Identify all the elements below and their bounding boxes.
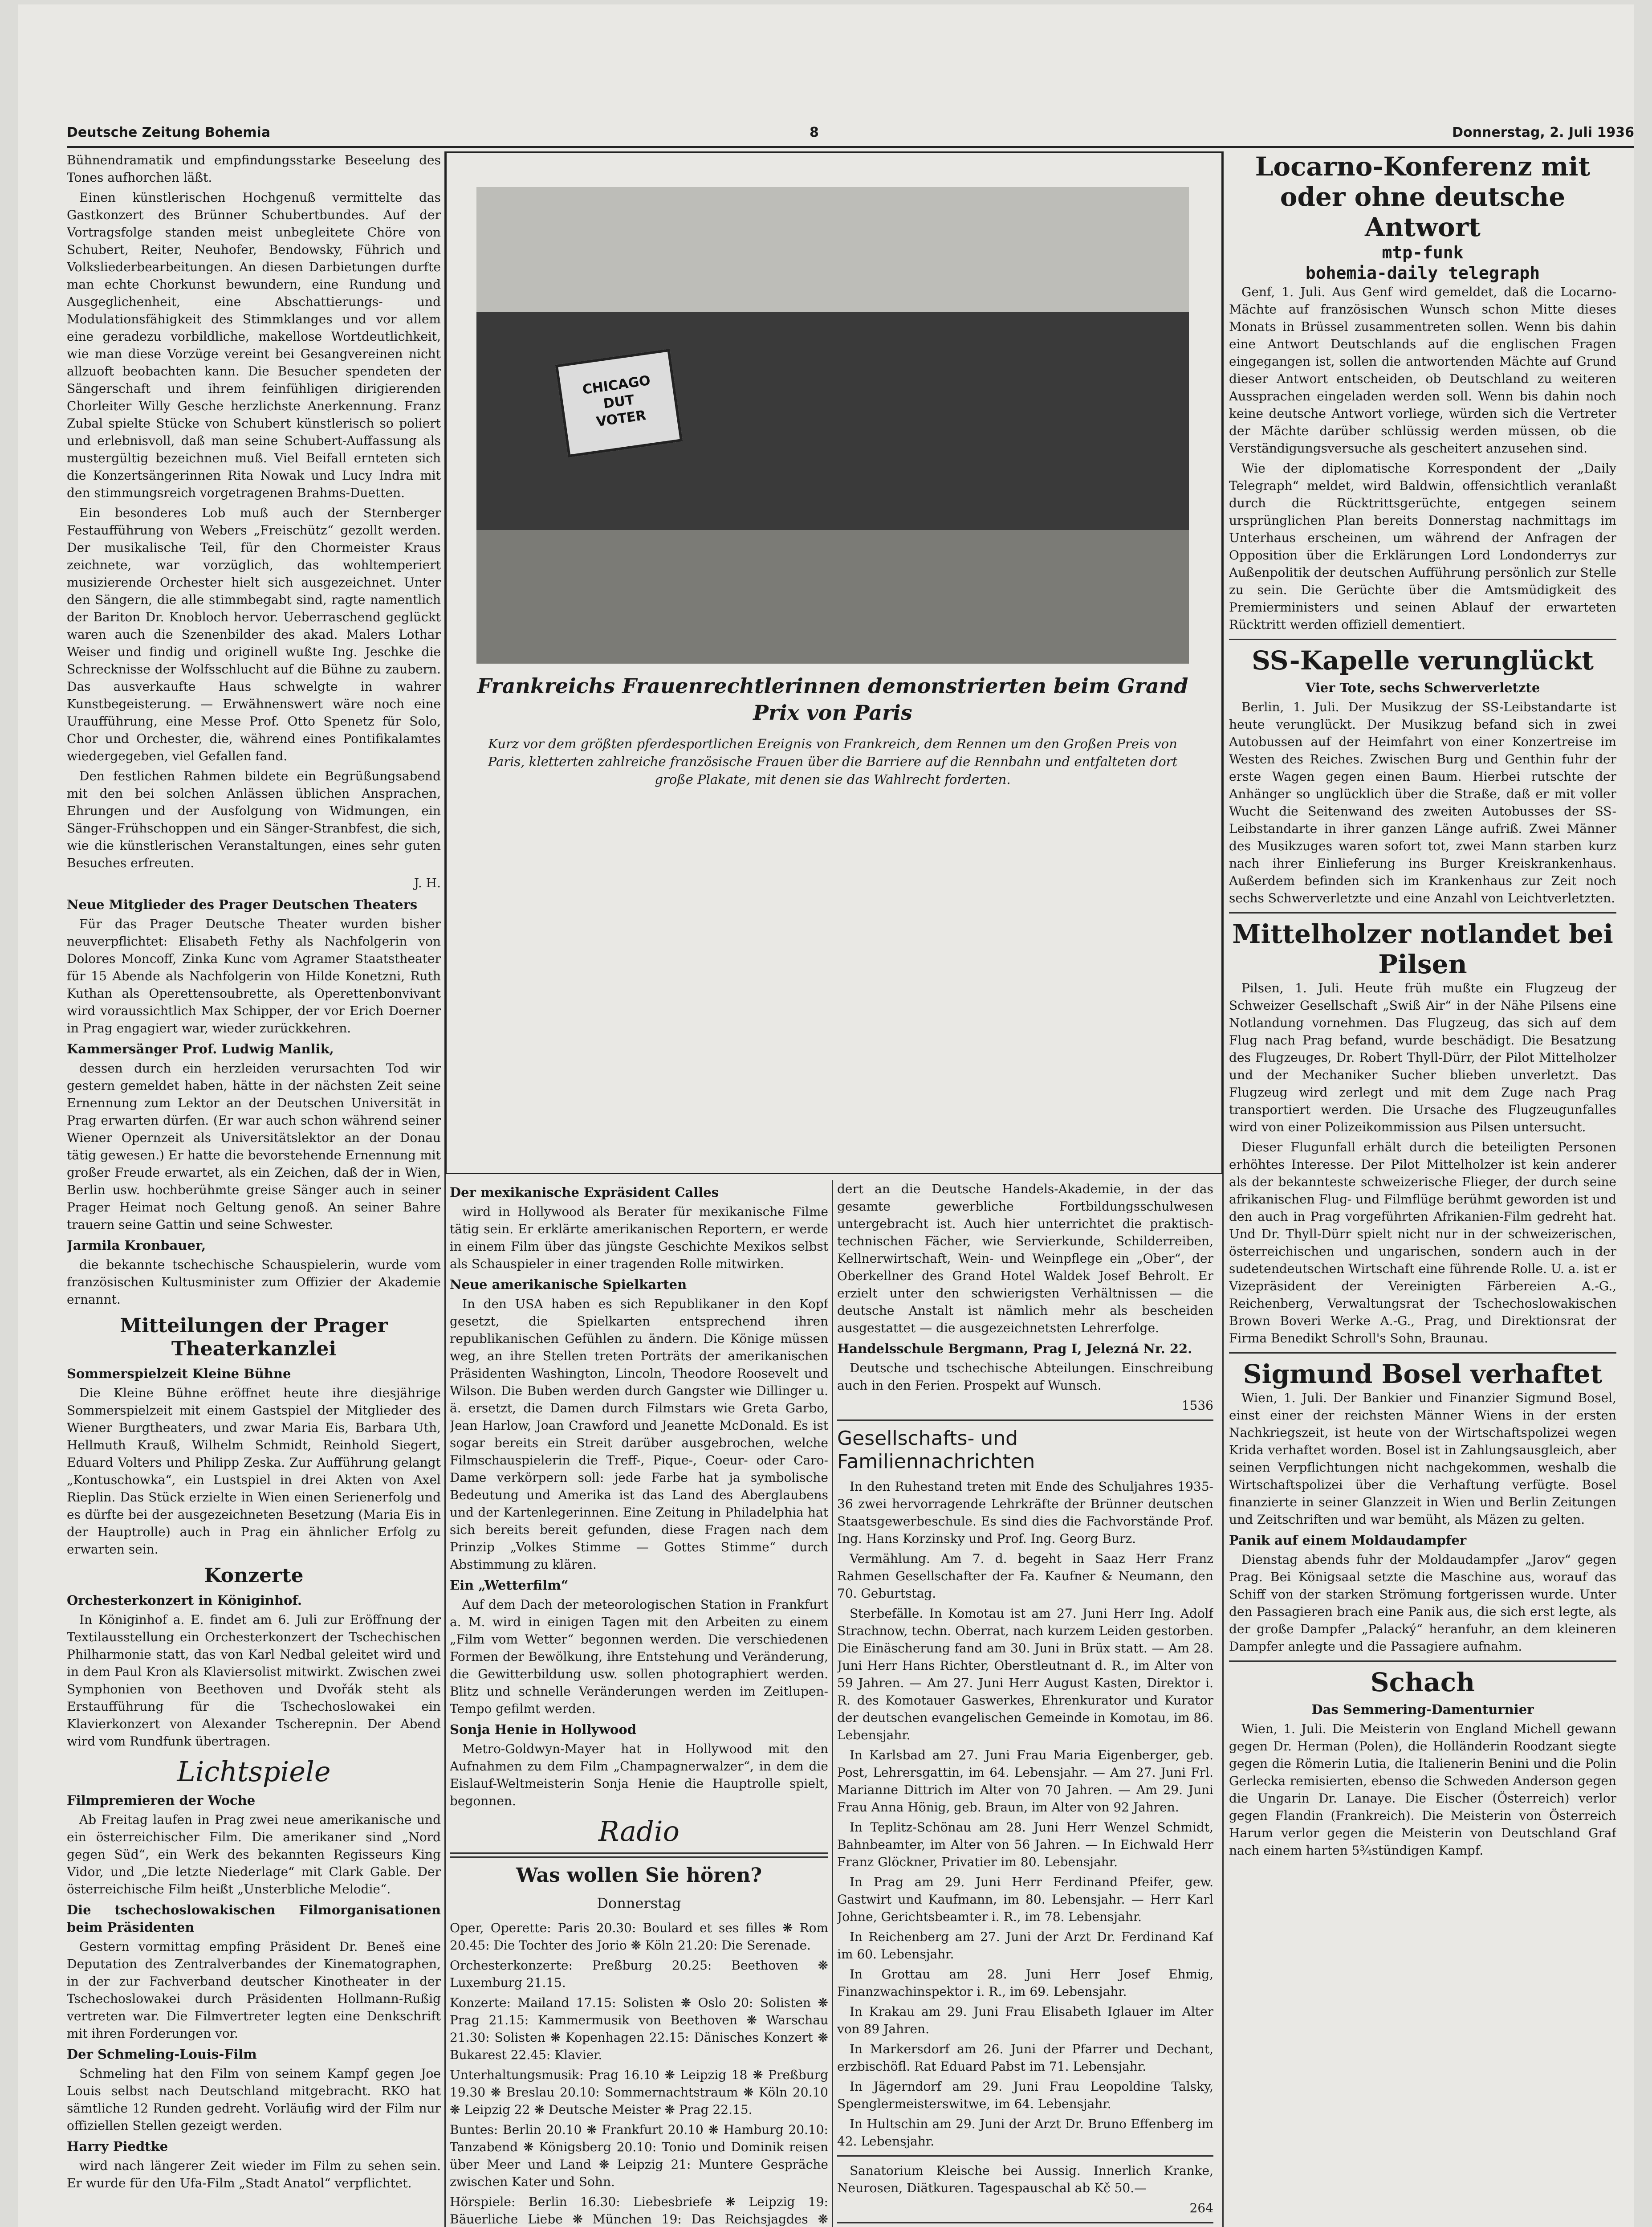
- article-text: dert an die Deutsche Handels-Akademie, in der das gesamte gewerbliche Fortbildungsschulwesen untergebracht ist. Auch hier unterrichtet die praktisch-technischen Fächer, wie Servierkunde, Schilderreiben, Kellnerwirtschaft, Wein- und Weinpflege ein „Ober“, der Oberkellner des Grand Hotel Waldek Josef Behrolt. Er erzielt unter den schwierigsten Verhältnissen — die deutsche Anstalt ist nämlich mehr als bescheiden ausgestattet — die ausgezeichnetsten Lehrerfolge.: [837, 1182, 1213, 1335]
- section-heading: Radio: [598, 1815, 680, 1848]
- section-heading: Konzerte: [204, 1564, 304, 1587]
- author-signature: J. H.: [414, 876, 441, 890]
- article-heading: Orchesterkonzert in Königinhof.: [67, 1593, 302, 1608]
- radio-listing: Orchesterkonzerte: Preßburg 20.25: Beethoven ❋ Luxemburg 21.15.: [450, 1958, 828, 1990]
- column-4: [1229, 151, 1616, 2227]
- article-text: In Grottau am 28. Juni Herr Josef Ehmig, Finanzwachinspektor i. R., im 69. Lebensjahr.: [837, 1967, 1213, 1999]
- article-text: Wien, 1. Juli. Die Meisterin von England Michell gewann gegen Dr. Herman (Polen), die Holländerin Roodzant siegte gegen die Römerin Lutia, die Italienerin Benini und die Polin Gerlecka remisierten, ebenso die Schweden Anderson gegen die Ungarin Dr. Lanaye. Die Eischer (Österreich) verlor gegen Flandin (Frankreich). Die Meisterin von Österreich Harum verlor gegen die Meisterin von Deutschland Graf nach einem harten 5¾stündigen Kampf.: [1229, 1721, 1616, 1858]
- article-text: Für das Prager Deutsche Theater wurden bisher neuverpflichtet: Elisabeth Fethy als Nachfolgerin von Dolores Moncoff, Zinka Kunc vom Agramer Staatstheater für 15 Abende als Nachfolgerin von Hilde Konetzni, Ruth Kuthan als Operettensoubrette, als Operettenbonvivant wird voraussichtlich Max Schipper, der vor Erich Doerner in Prag engagiert war, wieder zurückkehren.: [67, 917, 441, 1036]
- article-heading: Die tschechoslowakischen Filmorganisationen beim Präsidenten: [67, 1902, 441, 1935]
- headline: Sigmund Bosel verhaftet: [1243, 1359, 1603, 1389]
- article-text: Ab Freitag laufen in Prag zwei neue amerikanische und ein österreichischer Film. Die amerikaner sind „Nord gegen Süd“, ein Werk des bekannten Regisseurs King Vidor, und „Die letzte Niederlage“ mit Clark Gable. Der österreichische Film heißt „Unsterbliche Melodie“.: [67, 1812, 441, 1897]
- column-rule: [832, 1180, 833, 2227]
- article-text: In den Ruhestand treten mit Ende des Schuljahres 1935-36 zwei hervorragende Lehrkräfte der Brünner deutschen Staatsgewerbeschule. Es sind dies die Fachvorstände Prof. Ing. Hans Korzinsky und Prof. Ing. Georg Burz.: [837, 1479, 1213, 1546]
- ad-reference: 264: [1189, 2201, 1213, 2215]
- headline: Mittelholzer notlandet bei Pilsen: [1232, 919, 1613, 979]
- column-1: [67, 151, 441, 2227]
- article-text: Berlin, 1. Juli. Der Musikzug der SS-Leibstandarte ist heute verunglückt. Der Musikzug befand sich in zwei Autobussen auf der Heimfahrt von einer Konzertreise im Westen des Reiches. Zwischen Burg und Genthin fuhr der erste Wagen gegen einen Baum. Hierbei rutschte der Anhänger so unglücklich über die Straße, daß er mit voller Wucht die Seitenwand des zweiten Autobusses der SS-Leibstandarte in ihrer ganzen Länge aufriß. Zwei Männer des Musikzuges waren sofort tot, zwei Mann starben kurz nach ihrer Einlieferung ins Burger Kreiskrankenhaus. Außerdem befinden sich im Krankenhaus zur Zeit noch sechs Schwerverletzte und eine Anzahl von Leichtverletzten.: [1229, 700, 1616, 905]
- article-text: Vermählung. Am 7. d. begeht in Saaz Herr Franz Rahmen Gesellschafter der Fa. Kaufner & Neumann, den 70. Geburtstag.: [837, 1551, 1213, 1601]
- section-heading: Gesellschafts- und Familiennachrichten: [837, 1427, 1035, 1473]
- article-text: Pilsen, 1. Juli. Heute früh mußte ein Flugzeug der Schweizer Gesellschaft „Swiß Air“ in der Nähe Pilsens eine Notlandung vornehmen. Das Flugzeug, das sich auf dem Flug nach Prag befand, wurde beschädigt. Die Besatzung des Flugzeuges, Dr. Robert Thyll-Dürr, der Pilot Mittelholzer und der Mechaniker Sucher blieben unverletzt. Das Flugzeug wird zerlegt und mit dem Zuge nach Prag transportiert werden. Die Ursache des Flugzeugunfalles wird von einer Polizeikommission aus Pilsen untersucht.: [1229, 981, 1616, 1134]
- article-text: In Karlsbad am 27. Juni Frau Maria Eigenberger, geb. Post, Lehrersgattin, im 64. Lebensjahr. — Am 27. Juni Frl. Marianne Dittrich im Alter von 70 Jahren. — Am 29. Juni Frau Anna Hönig, geb. Braun, im Alter von 92 Jahren.: [837, 1748, 1213, 1815]
- page-number: 8: [810, 125, 819, 140]
- article-text: In Markersdorf am 26. Juni der Pfarrer und Dechant, erzbischöfl. Rat Eduard Pabst im 71. Lebensjahr.: [837, 2042, 1213, 2074]
- article-heading: Ein „Wetterfilm“: [450, 1578, 569, 1593]
- photo-caption-text: Kurz vor dem größten pferdesportlichen Ereignis von Frankreich, dem Rennen um den Großen Preis von Paris, kletterten zahlreiche französische Frauen über die Barriere auf die Rennbahn und entfalteten dort große Plakate, mit denen sie das Wahlrecht forderten.: [488, 736, 1178, 787]
- day-label: Donnerstag: [597, 1895, 681, 1912]
- article-heading: Sonja Henie in Hollywood: [450, 1722, 636, 1737]
- article-text: In Hultschin am 29. Juni der Arzt Dr. Bruno Effenberg im 42. Lebensjahr.: [837, 2117, 1213, 2149]
- masthead-left: Deutsche Zeitung Bohemia: [67, 125, 271, 140]
- section-heading: Was wollen Sie hören?: [516, 1864, 762, 1887]
- section-heading: Lichtspiele: [177, 1755, 331, 1788]
- radio-listing: Unterhaltungsmusik: Prag 16.10 ❋ Leipzig 18 ❋ Preßburg 19.30 ❋ Breslau 20.10: Sommernachtstraum ❋ Köln 20.10 ❋ Leipzig 22 ❋ Deutsche Meister ❋ Prag 22.15.: [450, 2068, 828, 2117]
- article-text: Sterbefälle. In Komotau ist am 27. Juni Herr Ing. Adolf Strachnow, techn. Oberrat, nach kurzem Leiden gestorben. Die Einäscherung fand am 30. Juni in Brüx statt. — Am 28. Juni Herr Hans Richter, Oberstleutnant d. R., im Alter von 59 Jahren. — Am 27. Juni Herr August Kasten, Direktor i. R. des Komotauer Gaswerkes, Ehrenkurator und Kurator der deutschen evangelischen Gemeinde in Komotau, im 86. Lebensjahr.: [837, 1606, 1213, 1742]
- article-text: wird in Hollywood als Berater für mexikanische Filme tätig sein. Er erklärte amerikanischen Reportern, er werde in einem Film über das jüngste Geschichte Mexikos selbst als Schauspieler in einer tragenden Rolle mitwirken.: [450, 1204, 828, 1271]
- article-text: Genf, 1. Juli. Aus Genf wird gemeldet, daß die Locarno-Mächte auf französischen Wunsch schon Mitte dieses Monats in Brüssel zusammentreten sollen. Wenn bis dahin eine Antwort Deutschlands auf die englischen Fragen eingegangen ist, sollen die antwortenden Mächte auf Grund dieser Antwort entscheiden, ob Deutschland zu weiteren Aussprachen eingeladen werden soll. Wenn bis dahin noch keine deutsche Antwort vorliege, würden sich die Vertreter der Mächte darüber schlüssig werden müssen, ob die Verständigungsversuche als gescheitert anzusehen sind.: [1229, 285, 1616, 456]
- subheadline: Das Semmering-Damenturnier: [1311, 1702, 1534, 1717]
- article-text: Ein besonderes Lob muß auch der Sternberger Festaufführung von Webers „Freischütz“ gezollt werden. Der musikalische Teil, für den Chormeister Kraus zeichnete, war vorzüglich, das wohltemperiert musizierende Orchester hielt sich ausgezeichnet. Unter den Sängern, die alle stimmbegabt sind, ragte namentlich der Bariton Dr. Knobloch hervor. Ueberraschend geglückt waren auch die Szenenbilder des akad. Malers Lothar Weiser und findig und originell wußte Ing. Jeschke die Schrecknisse der Wolfsschlucht auf die Bühne zu zaubern. Das ausverkaufte Haus schwelgte in wahrer Kunstbegeisterung. — Erwähnenswert wäre noch eine Uraufführung, eine Messe Prof. Otto Spenetz für Solo, Chor und Orchester, die, während eines Pontifikalamtes wiedergegeben, viel Gefallen fand.: [67, 506, 441, 763]
- article-text: Bühnendramatik und empfindungsstarke Beseelung des Tones aufhorchen läßt.: [67, 153, 441, 185]
- column-3: [837, 1180, 1213, 2227]
- advertisement-text: Deutsche und tschechische Abteilungen. Einschreibung auch in den Ferien. Prospekt auf Wunsch.: [837, 1361, 1213, 1393]
- article-heading: Panik auf einem Moldaudampfer: [1229, 1533, 1467, 1548]
- article-text: die bekannte tschechische Schauspielerin, wurde vom französischen Kultusminister zum Offizier der Akademie ernannt.: [67, 1257, 441, 1307]
- article-heading: Harry Piedtke: [67, 2139, 168, 2154]
- header-rule: [67, 146, 1634, 148]
- news-agency-line: mtp-funk bohemia-daily telegraph: [1305, 243, 1540, 283]
- article-text: In Prag am 29. Juni Herr Ferdinand Pfeifer, gew. Gastwirt und Kaufmann, im 80. Lebensjahr. — Herr Karl Johne, Gerichtsbeamter i. R., im 78. Lebensjahr.: [837, 1875, 1213, 1924]
- radio-listing: Buntes: Berlin 20.10 ❋ Frankfurt 20.10 ❋ Hamburg 20.10: Tanzabend ❋ Königsberg 20.10: Tonio und Dominik reisen über Meer und Land ❋ Leipzig 21: Muntere Gespräche zwischen Kater und Sohn.: [450, 2122, 828, 2189]
- article-heading: Jarmila Kronbauer,: [67, 1238, 206, 1253]
- issue-date: Donnerstag, 2. Juli 1936: [1452, 125, 1634, 140]
- article-text: Einen künstlerischen Hochgenuß vermittelte das Gastkonzert des Brünner Schubertbundes. Auf der Vortragsfolge standen meist unbegleitete Chöre von Schubert, Reiter, Neuhofer, Bendowsky, Führich und Volksliederbearbeitungen. An diesen Darbietungen durfte man echte Chorkunst bewundern, eine Rundung und Ausgeglichenheit, eine Abschattierungs- und Modulationsfähigkeit des Stimmklanges und vor allem eine geradezu vorbildliche, makellose Wortdeutlichkeit, wie man diese Vorzüge vereint bei Gesangvereinen nicht allzuoft beobachten kann. Die Besucher spendeten der Sängerschaft und ihrem feinfühligen dirigierenden Chorleiter Willy Gesche herzlichste Anerkennung. Franz Zubal spielte Stücke von Schubert künstlerisch so poliert und erlebnisvoll, daß man seine Schubert-Auffassung als mustergültig bezeichnen muß. Viel Beifall ernteten sich die Konzertsängerinnen Rita Nowak und Lucy Indra mit den stimmungsreich vorgetragenen Brahms-Duetten.: [67, 190, 441, 500]
- article-text: In Teplitz-Schönau am 28. Juni Herr Wenzel Schmidt, Bahnbeamter, im Alter von 56 Jahren. — In Eichwald Herr Franz Glöckner, Privatier im 80. Lebensjahr.: [837, 1820, 1213, 1869]
- subheadline: Vier Tote, sechs Schwerverletzte: [1305, 680, 1540, 695]
- headline: Schach: [1370, 1667, 1475, 1697]
- article-text: Gestern vormittag empfing Präsident Dr. Beneš eine Deputation des Zentralverbandes der Kinematographen, in der zur Fachverband deutscher Kinotheater in der Tschechoslowakei durch Präsidenten Hollmann-Rußig vertreten war. Die Filmvertreter legten eine Denkschrift mit ihren Forderungen vor.: [67, 1939, 441, 2041]
- article-text: wird nach längerer Zeit wieder im Film zu sehen sein. Er wurde für den Ufa-Film „Stadt Anatol“ verpflichtet.: [67, 2158, 441, 2190]
- article-text: Schmeling hat den Film von seinem Kampf gegen Joe Louis selbst nach Deutschland mitgebracht. RKO hat sämtliche 12 Runden gedreht. Vorläufig wird der Film nur offiziellen Stellen gezeigt werden.: [67, 2066, 441, 2133]
- article-heading: Der mexikanische Expräsident Calles: [450, 1185, 719, 1200]
- article-text: In Jägerndorf am 29. Juni Frau Leopoldine Talsky, Spenglermeisterswitwe, im 64. Lebensjahr.: [837, 2079, 1213, 2111]
- article-text: Die Kleine Bühne eröffnet heute ihre diesjährige Sommerspielzeit mit einem Gastspiel der Mitglieder des Wiener Burgtheaters, und zwar Maria Eis, Barbara Uth, Hellmuth Krauß, Wilhelm Schmidt, Reinhold Siegert, Eduard Volters und Philipp Zeska. Zur Aufführung gelangt „Kontuschowka“, ein Lustspiel in drei Akten von Axel Rieplin. Das Stück erzielte in Wien einen Serienerfolg und es dürfte bei der ausgezeichneten Besetzung (Maria Eis in der Hauptrolle) auch in Prag ein ähnlicher Erfolg zu erwarten sein.: [67, 1386, 441, 1557]
- advertisement-text: Sanatorium Kleische bei Aussig. Innerlich Kranke, Neurosen, Diätkuren. Tagespauschal ab Kč 50.—: [837, 2163, 1213, 2195]
- headline: SS-Kapelle verunglückt: [1252, 645, 1594, 676]
- article-heading: Neue amerikanische Spielkarten: [450, 1277, 687, 1292]
- article-text: In Reichenberg am 27. Juni der Arzt Dr. Ferdinand Kaf im 60. Lebensjahr.: [837, 1929, 1213, 1962]
- article-text: Dieser Flugunfall erhält durch die beteiligten Personen erhöhtes Interesse. Der Pilot Mittelholzer ist kein anderer als der bekannteste schweizerische Flieger, der durch seine afrikanischen Flug- und Filmflüge berühmt geworden ist und den auch in Prag vorgeführten Afrikanien-Film gedreht hat. Und Dr. Thyll-Dürr spielt nicht nur in der schweizerischen, österreichischen und ungarischen, sondern auch in der sudetendeutschen Wirtschaft eine führende Rolle. U. a. ist er Vizepräsident der Vereinigten Färbereien A.-G., Reichenberg, Verwaltungsrat der Tschechoslowakischen Brown Boveri Werke A.-G., Prag, und Direktionsrat der Firma Benedikt Schroll's Sohn, Braunau.: [1229, 1140, 1616, 1346]
- ad-reference: 1536: [1181, 1398, 1213, 1413]
- photo-caption-title: Frankreichs Frauenrechtlerinnen demonstrierten beim Grand Prix von Paris: [477, 674, 1188, 725]
- article-text: Dienstag abends fuhr der Moldaudampfer „Jarov“ gegen Prag. Bei Königsaal setzte die Maschine aus, worauf das Schiff von der starken Strömung fortgerissen wurde. Unter den Passagieren brach eine Panik aus, die sich erst legte, als der große Dampfer „Palacký“ heranfuhr, an dem kleineren Dampfer anlegte und die Passagiere aufnahm.: [1229, 1552, 1616, 1654]
- article-text: Auf dem Dach der meteorologischen Station in Frankfurt a. M. wird in einigen Tagen mit den Arbeiten zu einem „Film vom Wetter“ begonnen werden. Die verschiedenen Formen der Bewölkung, ihre Entstehung und Veränderung, die Gewitterbildung usw. sollen photographiert werden. Blitz und schnelle Veränderungen werden im Zeitlupen-Tempo gefilmt werden.: [450, 1597, 828, 1716]
- article-text: Den festlichen Rahmen bildete ein Begrüßungsabend mit den bei solchen Anlässen üblichen Ansprachen, Ehrungen und der Ausfolgung von Widmungen, ein Sänger-Frühschoppen und ein Sänger-Stranbfest, die sich, wie die künstlerischen Veranstaltungen, eines sehr guten Besuches erfreuten.: [67, 769, 441, 870]
- article-text: Wie der diplomatische Korrespondent der „Daily Telegraph“ meldet, wird Baldwin, offensichtlich veranlaßt durch die Rücktrittsgerüchte, entgegen seinem ursprünglichen Plan bereits Donnerstag nachmittags im Unterhaus erscheinen, um während der Anfragen der Opposition über die Erklärungen Lord Londonderrys zur Außenpolitik der deutschen Aufführung persönlich zur Stelle zu sein. Die Gerüchte über die Amtsmüdigkeit des Premierministers und seinen Ablauf der erwarteten Rücktritt werden offiziell dementiert.: [1229, 461, 1616, 632]
- demonstration-photo: [476, 187, 1189, 664]
- article-text: dessen durch ein herzleiden verursachten Tod wir gestern gemeldet haben, hätte in der nächsten Zeit seine Ernennung zum Lektor an der Deutschen Universität in Prag erwarten dürfen. (Er war auch schon während seiner Wiener Opernzeit als Universitätslektor an der Donau tätig gewesen.) Er hatte die bevorstehende Ernennung mit großer Freude erwartet, als ein Zeichen, daß der in Wien, Berlin usw. hochberühmte greise Sänger auch in seiner Prager Heimat noch Geltung genoß. An seiner Bahre trauern seine Gattin und seine Schwester.: [67, 1061, 441, 1232]
- column-2: [450, 1180, 828, 2227]
- radio-listing: Konzerte: Mailand 17.15: Solisten ❋ Oslo 20: Solisten ❋ Prag 21.15: Kammermusik von Beethoven ❋ Warschau 21.30: Solisten ❋ Kopenhagen 22.15: Dänisches Konzert ❋ Bukarest 22.45: Klavier.: [450, 1995, 828, 2062]
- article-heading: Neue Mitglieder des Prager Deutschen Theaters: [67, 897, 418, 912]
- section-heading: Mitteilungen der Prager Theaterkanzlei: [120, 1314, 388, 1360]
- placard: CHICAGO DUT VOTER: [555, 349, 683, 457]
- article-heading: Kammersänger Prof. Ludwig Manlik,: [67, 1041, 334, 1056]
- article-heading: Der Schmeling-Louis-Film: [67, 2047, 257, 2062]
- radio-listing: Hörspiele: Berlin 16.30: Liebesbriefe ❋ Leipzig 19: Bäuerliche Liebe ❋ München 19: Das Reichsjagdes ❋: [450, 2194, 828, 2227]
- article-heading: Filmpremieren der Woche: [67, 1793, 256, 1808]
- headline: Locarno-Konferenz mit oder ohne deutsche Antwort: [1255, 151, 1591, 242]
- advertisement-heading: Handelsschule Bergmann, Prag I, Jelezná Nr. 22.: [837, 1341, 1192, 1356]
- article-text: Metro-Goldwyn-Mayer hat in Hollywood mit den Aufnahmen zu dem Film „Champagnerwalzer“, in dem die Eislauf-Weltmeisterin Sonja Henie die Hauptrolle spielt, begonnen.: [450, 1742, 828, 1808]
- article-text: In Königinhof a. E. findet am 6. Juli zur Eröffnung der Textilausstellung ein Orchesterkonzert der Tschechischen Philharmonie statt, das von Karl Nedbal geleitet wird und in dem Paul Kron als Klaviersolist mitwirkt. Zwischen zwei Symphonien von Beethoven und Dvořák steht als Erstaufführung für die Tschechoslowakei ein Klavierkonzert von Alexander Tscherepnin. Der Abend wird vom Rundfunk übertragen.: [67, 1612, 441, 1749]
- article-text: In Krakau am 29. Juni Frau Elisabeth Iglauer im Alter von 89 Jahren.: [837, 2004, 1213, 2036]
- article-text: Wien, 1. Juli. Der Bankier und Finanzier Sigmund Bosel, einst einer der reichsten Männer Wiens in der ersten Nachkriegszeit, ist heute von der Wirtschaftspolizei wegen Krida verhaftet worden. Bosel ist in Zahlungsausgleich, aber seinen Verpflichtungen nicht nachgekommen, weshalb die Wirtschaftspolizei über die Verhaftung verfügte. Bosel finanzierte in seiner Glanzzeit in Wien und Berlin Zeitungen und Zeitschriften und war bemüht, als Mäzen zu gelten.: [1229, 1391, 1616, 1527]
- radio-listing: Oper, Operette: Paris 20.30: Boulard et ses filles ❋ Rom 20.45: Die Tochter des Jorio ❋ Köln 21.20: Die Serenade.: [450, 1921, 828, 1953]
- article-text: In den USA haben es sich Republikaner in den Kopf gesetzt, die Spielkarten entsprechend ihren republikanischen Gefühlen zu ändern. Die Könige müssen weg, an ihre Stellen treten Porträts der amerikanischen Präsidenten Washington, Lincoln, Theodore Roosevelt und Wilson. Die Buben werden durch Gangster wie Dillinger u. ä. ersetzt, die Damen durch Filmstars wie Greta Garbo, Jean Harlow, Joan Crawford und Jeanette McDonald. Es ist sogar bereits ein Streit darüber ausgebrochen, welche Filmschauspielerin die Treff-, Pique-, Coeur- oder Caro-Dame verkörpern soll: jede Farbe hat ja symbolische Bedeutung und Amerika ist das Land des Aberglaubens und der Kartenlegerinnen. Eine Zeitung in Philadelphia hat sich bereits bereit gefunden, diese Fragen nach dem Prinzip „Volkes Stimme — Gottes Stimme“ durch Abstimmung zu klären.: [450, 1297, 828, 1572]
- article-heading: Sommerspielzeit Kleine Bühne: [67, 1366, 291, 1381]
